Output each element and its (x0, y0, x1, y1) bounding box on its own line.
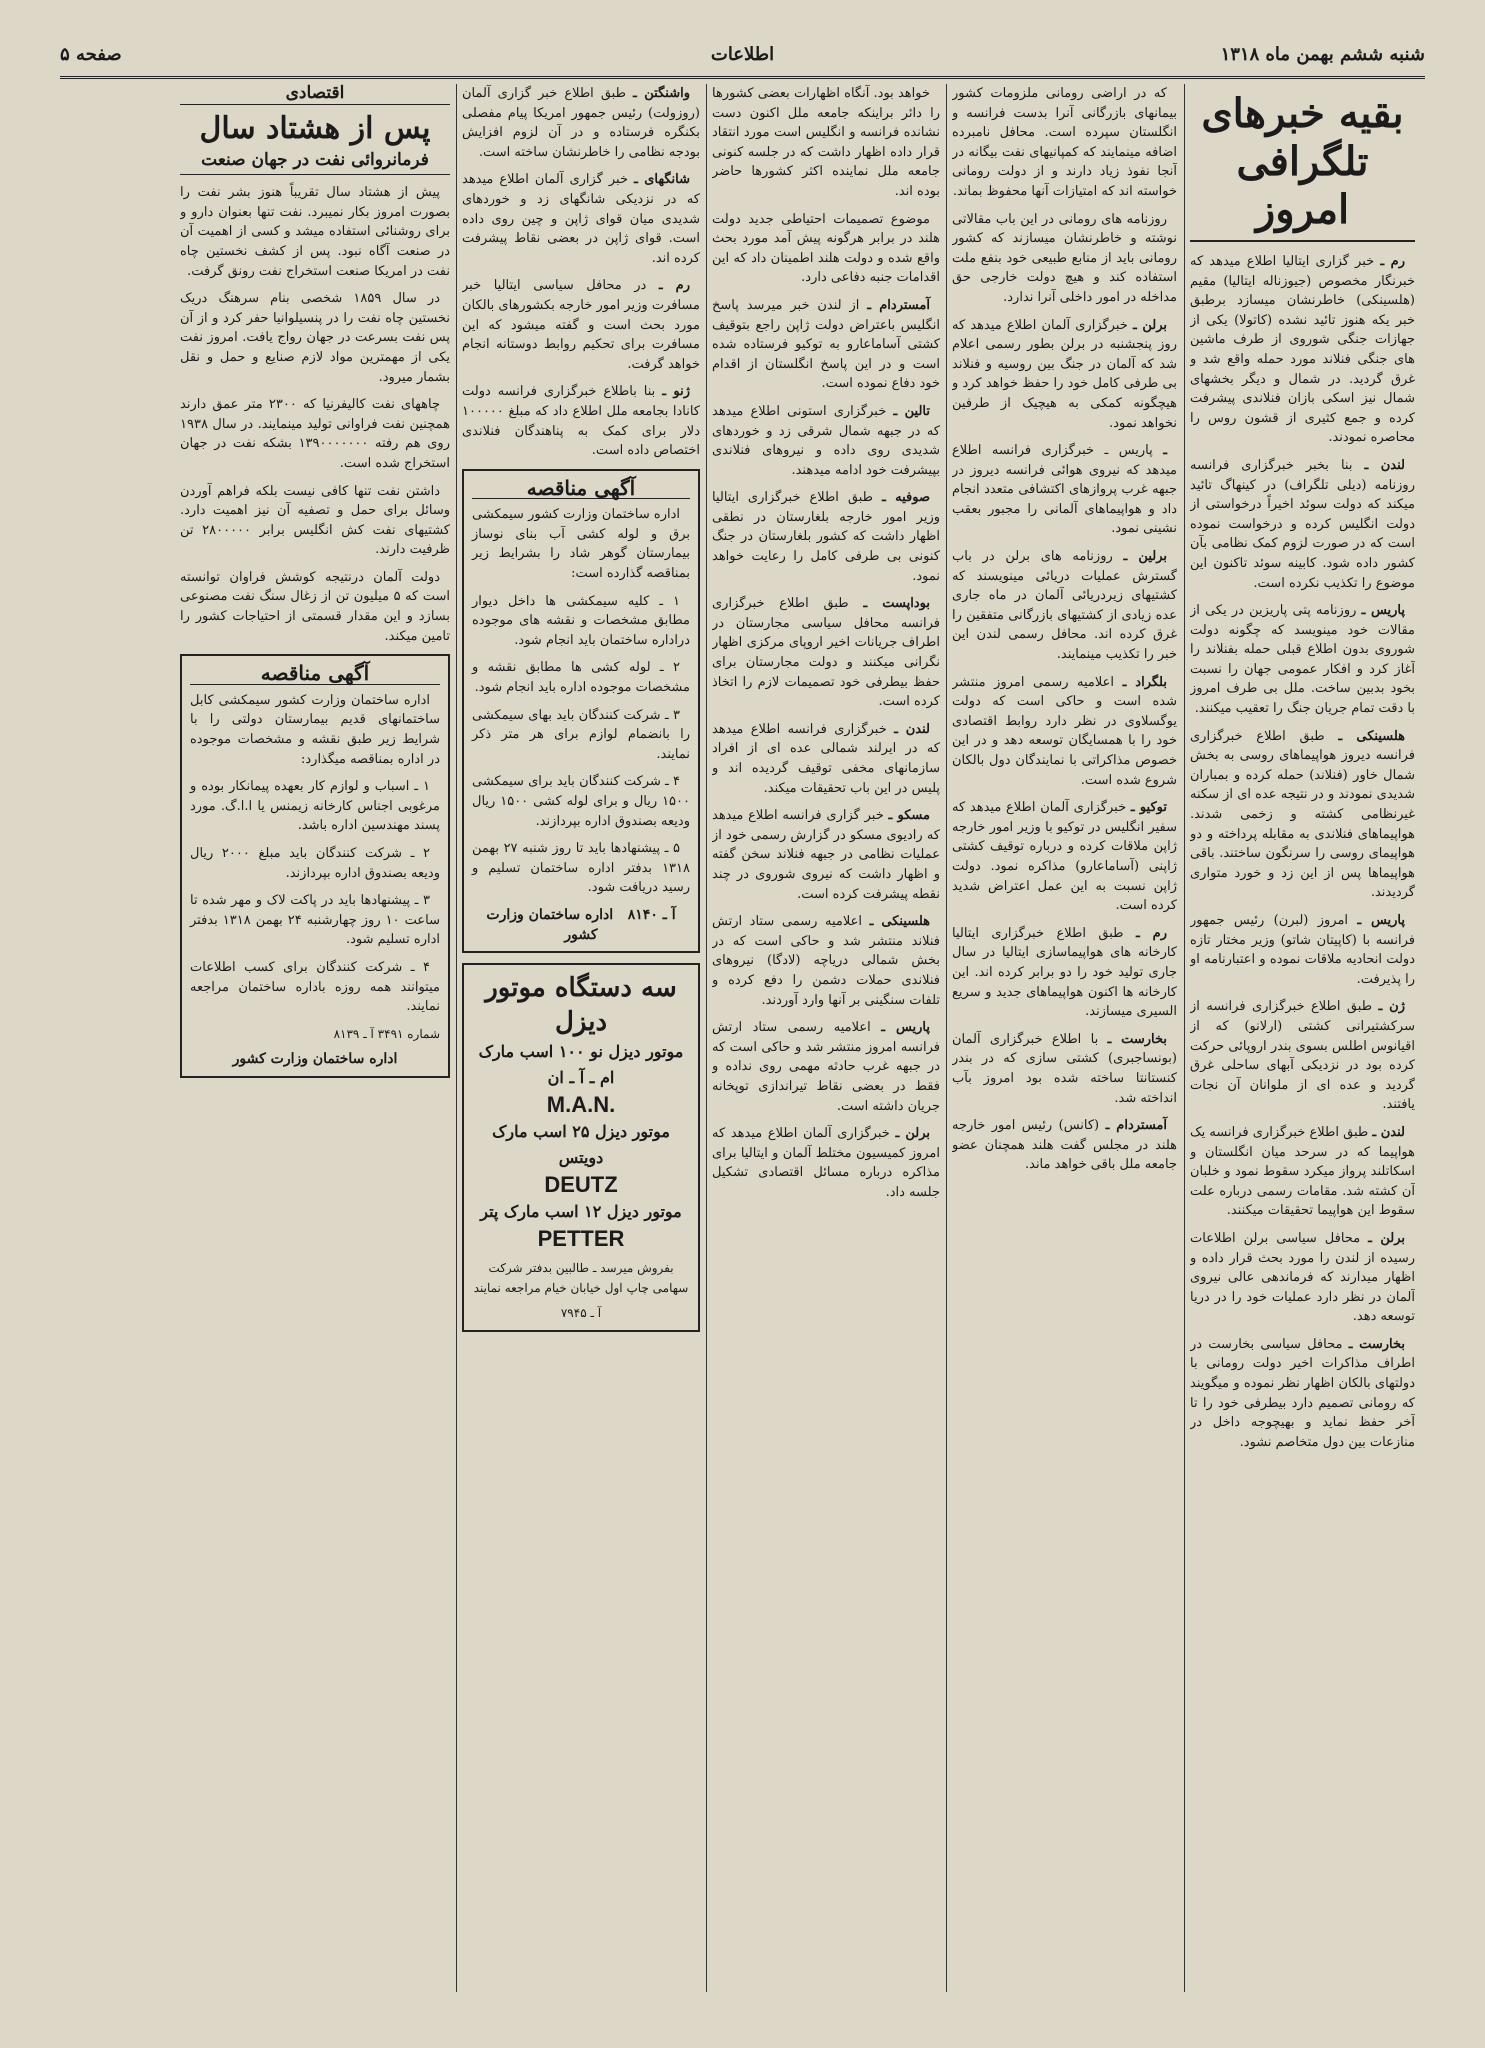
ad-title: آگهی مناقصه (472, 479, 690, 500)
masthead-date: شنبه ششم بهمن ماه ۱۳۱۸ (1220, 44, 1425, 65)
ad-footer: اداره ساختمان وزارت کشور (232, 1051, 398, 1068)
column-rule (706, 84, 707, 1992)
column-news-3 (712, 84, 940, 1992)
column-telegraph-news (1190, 84, 1415, 1992)
motor-ad-code: آ ـ ۷۹۴۵ (560, 1306, 602, 1321)
news-item: تالین ـ خبرگزاری استونی اطلاع میدهد که در جبهه شمال شرقی زد و خوردهای شدیدی روی داده و نیروهای فنلاندی بپیشرفت خود ادامه میدهند. (712, 403, 940, 478)
news-item: شانگهای ـ خبر گزاری آلمان اطلاع میدهد که در نزدیکی شانگهای زد و خوردهای شدیدی میان قوای ژاپن و چین روی داده است. قوای ژاپن در بعضی نقاط پیشرفت کرده اند. (462, 172, 700, 266)
news-item: مسکو ـ خبر گزاری فرانسه اطلاع میدهد که رادیوی مسکو در گزارش رسمی خود از عملیات نظامی در جبهه فنلاند سخن گفته و اظهار داشت که نیروی شوروی در چند نقطه پیشرفت کرده است. (712, 808, 940, 902)
motor-brand-man: M.A.N. (546, 1092, 616, 1118)
ad-item: ۲ ـ شرکت کنندگان باید مبلغ ۲۰۰۰ ریال ودیعه بصندوق اداره بپردازند. (190, 846, 440, 881)
news-item: توکیو ـ خبرگزاری آلمان اطلاع میدهد که سفیر انگلیس در توکیو با وزیر امور خارجه ژاپن ملاقات کرده و درباره توقیف کشتی ژاپنی (آساماعارو) مذاکره نمود. دولت ژاپن نسبت به این عمل اعتراض شدید کرده است. (952, 800, 1177, 914)
news-item: رم ـ در محافل سیاسی ایتالیا خبر مسافرت وزیر امور خارجه بکشورهای بالکان مورد بحث است و گفته میشود که این مسافرت برای تحکیم روابط دوستانه انجام خواهد گرفت. (462, 278, 700, 372)
column-news-2 (952, 84, 1177, 1992)
article-title: پس از هشتاد سال (199, 110, 431, 146)
news-item: که در اراضی رومانی ملزومات کشور بیمانهای بازرگانی آنرا بدست فرانسه و انگلستان سپرده است. محافل نامبرده اضافه مینمایند که کمپانیهای نفت بیگانه در آنجا نفوذ زیاد دارند و از دولت رومانی خواسته اند که امتیازات آنها محفوظ بماند. (952, 86, 1177, 199)
news-item: بخارست ـ با اطلاع خبرگزاری آلمان (بونساجبری) کشتی سازی که در بندر کنستانتا ساخته شده بود امروز بآب انداخته شد. (952, 1031, 1177, 1106)
masthead-title: اطلاعات (710, 44, 775, 65)
news-item: ژن ـ طبق اطلاع خبرگزاری فرانسه از سرکشتیرانی کشتی (ارلانو) که از اقیانوس اطلس بسوی بندر اروپائی حرکت کرده بود در نزدیکی آبهای ساحلی غرق گردید و عده ای از ملوانان آن نجات یافتند. (1190, 999, 1415, 1113)
ad-item: ۳ ـ شرکت کنندگان باید بهای سیمکشی را بانضمام لوازم برای هر متر ذکر نمایند. (472, 707, 690, 762)
ad-item: ۴ ـ شرکت کنندگان برای کسب اطلاعات میتوانند همه روزه باداره ساختمان مراجعه نمایند. (190, 959, 440, 1015)
news-item: آمستردام ـ (کانس) رئیس امور خارجه هلند در مجلس گفت هلند همچنان عضو جامعه ملل باقی خواهد ماند. (952, 1118, 1177, 1173)
article-paragraph: داشتن نفت تنها کافی نیست بلکه فراهم آوردن وسائل برای حمل و تصفیه آن نیز اهمیت دارد. کشتیهای نفت کش انگلیس برابر ۲۸۰۰۰۰۰ تن ظرفیت دارند. (180, 483, 450, 558)
news-item: برلن ـ خبرگزاری آلمان اطلاع میدهد که امروز کمیسیون مختلط آلمان و ایتالیا برای مذاکره درباره مسائل اقتصادی تشکیل جلسه داد. (712, 1126, 940, 1200)
news-item: هلسینکی ـ اعلامیه رسمی ستاد ارتش فنلاند منتشر شد و حاکی است که در بخش شمالی دریاچه (لادگا) نیروهای فنلاندی حملات دشمن را دفع کرده و تلفات سنگینی بر آنها وارد آوردند. (712, 914, 940, 1008)
article-paragraph: دولت آلمان درنتیجه کوشش فراوان توانسته است که ۵ میلیون تن از زغال سنگ نفت مصنوعی بسازد و این مقدار قسمتی از احتیاجات کشور را تامین میکند. (180, 569, 450, 644)
article-subtitle: فرمانروائی نفت در جهان صنعت (180, 151, 450, 176)
ad-item: ۲ ـ لوله کشی ها مطابق نقشه و مشخصات موجوده اداره باید انجام شود. (472, 660, 690, 696)
news-item: رم ـ خبر گزاری ایتالیا اطلاع میدهد که خبرنگار مخصوص (جیوزناله ایتالیا) مقیم (هلسینکی) خاطرنشان میسازد برطبق خبر یکه هنوز تائید نشده (کاتولا) یکی از جهازات جنگی شوروی از طرف ماشین های جنگی فنلاند مورد حمله واقع شد و غرق گردید. در شمال و دیگر بخشهای شمال نیز اسکی بازان فنلاندی پیشرفت کرده و جمع کثیری از قشون روس را محاصره نمودند. (1190, 254, 1415, 446)
ad-code: شماره ۳۴۹۱ آ ـ ۸۱۳۹ (333, 1026, 440, 1041)
ad-intro: اداره ساختمان وزارت کشور سیمکشی کابل ساختمانهای قدیم بیمارستان دولتی را با شرایط زیر طبق نقشه و مشخصات موجوده در اداره بمناقصه میگذارد: (190, 692, 440, 767)
column-rule (1184, 84, 1185, 1992)
motor-ad-line: موتور دیزل نو ۱۰۰ اسب مارک ام ـ آ ـ ان (478, 1042, 684, 1088)
ad-item: ۱ ـ اسباب و لوازم کار بعهده پیمانکار بوده و مرغوبی اجناس کارخانه زیمنس یا ا.ا.گ. مورد پسند مهندسین اداره باشد. (190, 779, 440, 834)
ad-intro: اداره ساختمان وزارت کشور سیمکشی برق و لوله کشی آب بنای نوساز بیمارستان گوهر شاد را بشرایط زیر بمناقصه گذارده است: (472, 507, 690, 582)
masthead (60, 36, 1425, 79)
tender-ad-box (180, 654, 450, 1078)
news-item: لندن ـ بنا بخبر خبرگزاری فرانسه روزنامه (دیلی تلگراف) در کینهاگ تائید میکند که دولت سوئد اخیراً درخواستی از دولت انگلیس کرده و درخواست نموده است که در صورت لزوم کمک نظامی بآن کشور داده شود. کابینه سوئد تاکنون این موضوع را تکذیب نکرده است. (1190, 457, 1415, 591)
news-item: برلن ـ خبرگزاری آلمان اطلاع میدهد که روز پنجشنبه در برلن بطور رسمی اعلام شد که آلمان در جنگ بین روسیه و فنلاند بی طرفی کامل خود را حفظ خواهد کرد و هیچگونه کمکی به هیچیک از طرفین نخواهد نمود. (952, 317, 1177, 431)
ad-title: آگهی مناقصه (190, 664, 440, 685)
main-headline: بقیه خبرهای تلگرافی امروز (1190, 90, 1415, 242)
news-item: خواهد بود. آنگاه اظهارات بعضی کشورها را دائر براینکه جامعه ملل اکنون دست نشانده فرانسه و انگلیس است مورد انتقاد قرار داده اظهار داشت که در جلسه کنونی جامعه ملل نماینده اکثر کشورها حاضر بوده اند. (712, 86, 940, 199)
news-item: پاریس ـ امروز (لبرن) رئیس جمهور فرانسه با (کاپیتان شاتو) وزیر مختار تازه دولت انحادیه ملاقات نموده و اعتبارنامه او را پذیرفت. (1190, 913, 1415, 987)
section-label: اقتصادی (180, 84, 450, 105)
ad-item: ۳ ـ پیشنهادها باید در پاکت لاک و مهر شده تا ساعت ۱۰ روز چهارشنبه ۲۴ بهمن ۱۳۱۸ بدفتر اداره تسلیم شود. (190, 893, 440, 948)
news-item: برلین ـ روزنامه های برلن در باب گسترش عملیات دریائی مینویسند که کشتیهای زیردریائی آلمان در ماه جاری عده زیادی از کشتیهای بازرگانی متفقین را غرق کرده اند. محافل رسمی لندن این خبر را تکذیب مینمایند. (952, 549, 1177, 663)
motor-ad-line: موتور دیزل ۲۵ اسب مارک دویتس (492, 1122, 670, 1168)
news-item: لندن ـ طبق اطلاع خبرگزاری فرانسه یک هواپیما که در سرحد میان انگلستان و اسکاتلند پرواز میکرد سقوط نمود و خلبان آن کشته شد. مقامات رسمی درباره علت سقوط این هواپیما تحقیقات میکنند. (1190, 1124, 1415, 1219)
news-item: صوفیه ـ طبق اطلاع خبرگزاری ایتالیا وزیر امور خارجه بلغارستان در نطقی اظهار داشت که کشور بلغارستان در جنگ کنونی بی طرفی کامل را رعایت خواهد نمود. (712, 490, 940, 584)
motor-ad-line: موتور دیزل ۱۲ اسب مارک پتر (480, 1202, 682, 1222)
motor-ad-headline: سه دستگاه موتور دیزل (485, 973, 677, 1038)
column-news-4 (462, 84, 700, 1992)
ad-footer: آ ـ ۸۱۴۰ اداره ساختمان وزارت کشور (486, 906, 676, 943)
tender-ad-box (462, 469, 700, 953)
news-item: پاریس ـ اعلامیه رسمی ستاد ارتش فرانسه امروز منتشر شد و حاکی است که در جبهه غرب حادثه مهمی روی نداده و فقط در بعضی نقاط تیراندازی توپخانه جریان داشته است. (712, 1020, 940, 1114)
news-item: بلگراد ـ اعلامیه رسمی امروز منتشر شده است و حاکی است که دولت یوگسلاوی در نظر دارد روابط اقتصادی خود را با همسایگان توسعه دهد و در این خصوص مذاکراتی با نمایندگان دول بالکان شروع شده است. (952, 674, 1177, 788)
ad-item: ۴ ـ شرکت کنندگان باید برای سیمکشی ۱۵۰۰ ریال و برای لوله کشی ۱۵۰۰ ریال ودیعه بصندوق اداره بپردازند. (472, 774, 691, 829)
motor-ad-footer: بفروش میرسد ـ طالبین بدفتر شرکت سهامی چاپ اول خیابان خیام مراجعه نمایند (473, 1261, 689, 1295)
motor-brand-petter: PETTER (537, 1226, 625, 1252)
news-item: رم ـ طبق اطلاع خبرگزاری ایتالیا کارخانه های هواپیماسازی ایتالیا در سال جاری تولید خود را دو برابر کرده اند. این کارخانه ها اکنون هواپیماهای جدید و سریع السیری میسازند. (952, 925, 1177, 1020)
ad-item: ۱ ـ کلیه سیمکشی ها داخل دیوار مطابق مشخصات و نقشه های موجوده دراداره ساختمان باید انجام شود. (472, 593, 690, 648)
news-item: ـ پاریس ـ خبرگزاری فرانسه اطلاع میدهد که نیروی هوائی فرانسه دیروز در جبهه غرب پروازهای اکتشافی متعدد انجام داد و هواپیماهای آلمانی را مجبور بعقب نشینی نمود. (952, 443, 1177, 537)
column-rule (456, 84, 457, 1992)
column-rule (946, 84, 947, 1992)
motor-brand-deutz: DEUTZ (544, 1172, 618, 1198)
news-item: لندن ـ خبرگزاری فرانسه اطلاع میدهد که در ایرلند شمالی عده ای از افراد سازمانهای مخفی توقیف گردیده اند و پلیس در این باب تحقیقات میکند. (712, 721, 940, 796)
diesel-motor-ad (462, 963, 700, 1332)
news-item: واشنگتن ـ طبق اطلاع خبر گزاری آلمان (روزولت) رئیس جمهور امریکا پیام مفصلی بکنگره فرستاده و در آن لزوم افزایش بودجه نظامی را خاطرنشان ساخته است. (462, 86, 700, 160)
news-item: آمستردام ـ از لندن خبر میرسد پاسخ انگلیس باعتراض دولت ژاپن راجع بتوقیف کشتی آساماعارو به توکیو فرستاده شده است و در این پاسخ انگلستان از اقدام خود دفاع نموده است. (712, 297, 940, 392)
news-item: ژنو ـ بنا باطلاع خبرگزاری فرانسه دولت کانادا بجامعه ملل اطلاع داد که مبلغ ۱۰۰۰۰۰ دلار برای کمک به پناهندگان فنلاندی اختصاص داده است. (462, 384, 700, 459)
column-economic (180, 84, 450, 1992)
ad-item: ۵ ـ پیشنهادها باید تا روز شنبه ۲۷ بهمن ۱۳۱۸ بدفتر اداره ساختمان تسلیم و رسید دریافت شود. (472, 841, 690, 896)
article-paragraph: چاههای نفت کالیفرنیا که ۲۳۰۰ متر عمق دارند همچنین نفت فراوانی تولید مینمایند. در سال ۱۹۳۸ روی هم رفته ۱۳۹۰۰۰۰۰۰۰ بشکه نفت در جهان استخراج شده است. (180, 397, 450, 471)
news-item: بخارست ـ محافل سیاسی بخارست در اطراف مذاکرات اخیر دولت رومانی با دولتهای بالکان اظهار نظر نموده و میگویند که رومانی تصمیم دارد بیطرفی خود را تا آخر حفظ نماید و بهیچوجه داخل در منازعات بین دول متخاصم نشود. (1190, 1336, 1415, 1450)
news-item: موضوع تصمیمات احتیاطی جدید دولت هلند در برابر هرگونه پیش آمد مورد بحث واقع شده و دولت هلند اطمینان داد که این اقدامات جنبه دفاعی دارد. (712, 211, 940, 286)
news-item: هلسینکی ـ طبق اطلاع خبرگزاری فرانسه دیروز هواپیماهای روسی به بخش شمال خاور (فنلاند) حمله کرده و بمباران شدیدی نمودند و در نتیجه عده ای از سکنه غیرنظامی کشته و زخمی شدند. هواپیماهای فنلاندی به مقابله پرداخته و دو هواپیمای روسی را سرنگون ساختند. باقی هواپیماها پس از این زد و خورد متواری گردیدند. (1190, 728, 1415, 901)
article-paragraph: در سال ۱۸۵۹ شخصی بنام سرهنگ دریک نخستین چاه نفت را در پنسیلوانیا حفر کرد و از آن پس نفت بسرعت در جهان رواج یافت. امروز نفت یکی از مهمترین مواد لازم صنایع و حمل و نقل بشمار میرود. (180, 291, 450, 385)
news-item: بوداپست ـ طبق اطلاع خبرگزاری فرانسه محافل سیاسی مجارستان در اطراف جریانات اخیر اروپای مرکزی اظهار نگرانی میکنند و دولت مجارستان برای حفظ بیطرفی خود تصمیمات لازم را اتخاذ کرده است. (712, 596, 940, 710)
news-item: برلن ـ محافل سیاسی برلن اطلاعات رسیده از لندن را مورد بحث قرار داده و اظهار میدارند که فرماندهی عالی نیروی آلمان در نظر دارد عملیات خود را در دریا توسعه دهد. (1190, 1230, 1415, 1325)
masthead-page-number: صفحه ۵ (60, 44, 122, 65)
news-item: روزنامه های رومانی در این باب مقالاتی نوشته و خاطرنشان میسازند که کشور رومانی باید از منابع طبیعی خود بنفع ملت استفاده کند و هیچ دولت خارجی حق مداخله در امور داخلی آنرا ندارد. (952, 211, 1177, 305)
article-paragraph: پیش از هشتاد سال تقریباً هنوز بشر نفت را بصورت امروز بکار نمیبرد. نفت تنها بعنوان دارو و برای روشنائی استفاده میشد و کسی از اهمیت آن در صنعت آگاه نبود. پس از کشف نخستین چاه نفت در امریکا صنعت استخراج نفت رونق گرفت. (180, 185, 450, 279)
news-item: پاریس ـ روزنامه پتی پاریزین در یکی از مقالات خود مینویسد که چگونه دولت شوروی بدون اطلاع قبلی حمله بفنلاند را آغاز کرد و افکار عمومی جهان را نسبت بخود بدبین ساخت. ملل بی طرف امروز با دقت تمام جریان جنگ را تعقیب میکنند. (1190, 603, 1415, 717)
